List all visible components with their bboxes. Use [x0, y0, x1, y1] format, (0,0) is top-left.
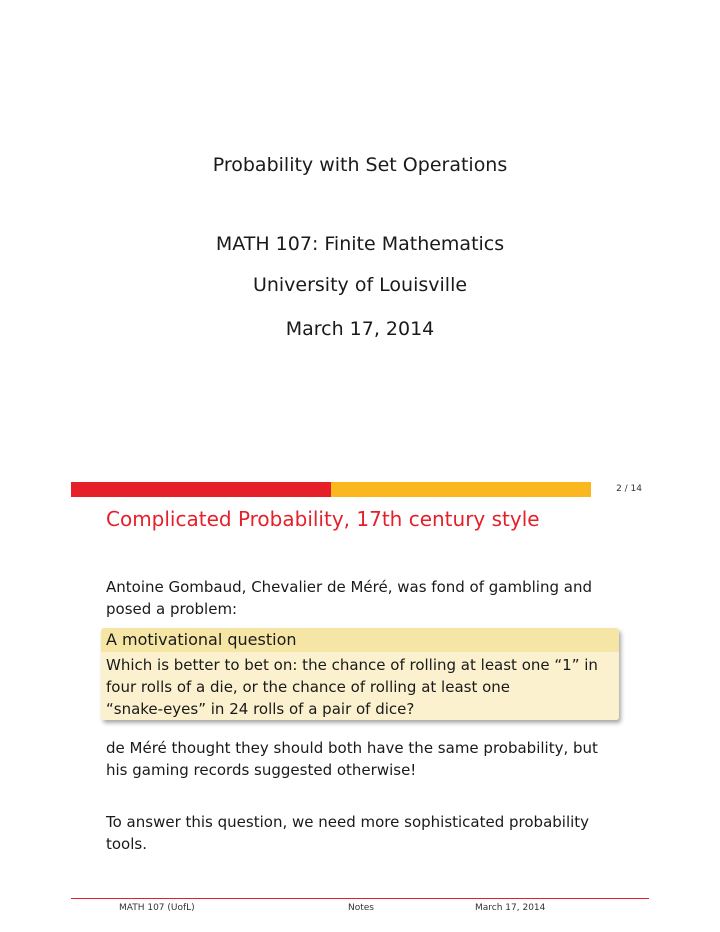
demere-line: de Méré thought they should both have the same probability, but	[106, 739, 598, 757]
motivational-question-block	[101, 628, 619, 720]
footer-section: Notes	[348, 903, 374, 913]
course-name: MATH 107: Finite Mathematics	[215, 233, 505, 255]
block-line: four rolls of a die, or the chance of rolling at least one	[106, 678, 511, 696]
footer-rule	[71, 898, 649, 899]
intro-line: posed a problem:	[106, 600, 238, 618]
intro-line: Antoine Gombaud, Chevalier de Méré, was fond of gambling and	[106, 578, 592, 596]
intro-paragraph	[106, 576, 626, 620]
page-number: 2 / 14	[616, 484, 642, 494]
presentation-title: Probability with Set Operations	[212, 154, 508, 176]
footer-course: MATH 107 (UofL)	[119, 903, 195, 913]
footer-date: March 17, 2014	[475, 903, 546, 913]
frame-title: Complicated Probability, 17th century style	[106, 507, 540, 531]
block-line: “snake-eyes” in 24 rolls of a pair of dice?	[106, 700, 415, 718]
presentation-date: March 17, 2014	[285, 318, 435, 340]
institution-name: University of Louisville	[252, 274, 468, 296]
answer-line: tools.	[106, 835, 147, 853]
answer-line: To answer this question, we need more sophisticated probability	[106, 813, 590, 831]
header-bar-red	[71, 482, 331, 497]
block-title: A motivational question	[101, 628, 619, 652]
header-bar-yellow	[331, 482, 591, 497]
demere-paragraph	[106, 737, 626, 781]
demere-line: his gaming records suggested otherwise!	[106, 761, 417, 779]
answer-paragraph	[106, 811, 626, 855]
block-body	[101, 652, 619, 720]
block-line: Which is better to bet on: the chance of rolling at least one “1” in	[106, 656, 598, 674]
